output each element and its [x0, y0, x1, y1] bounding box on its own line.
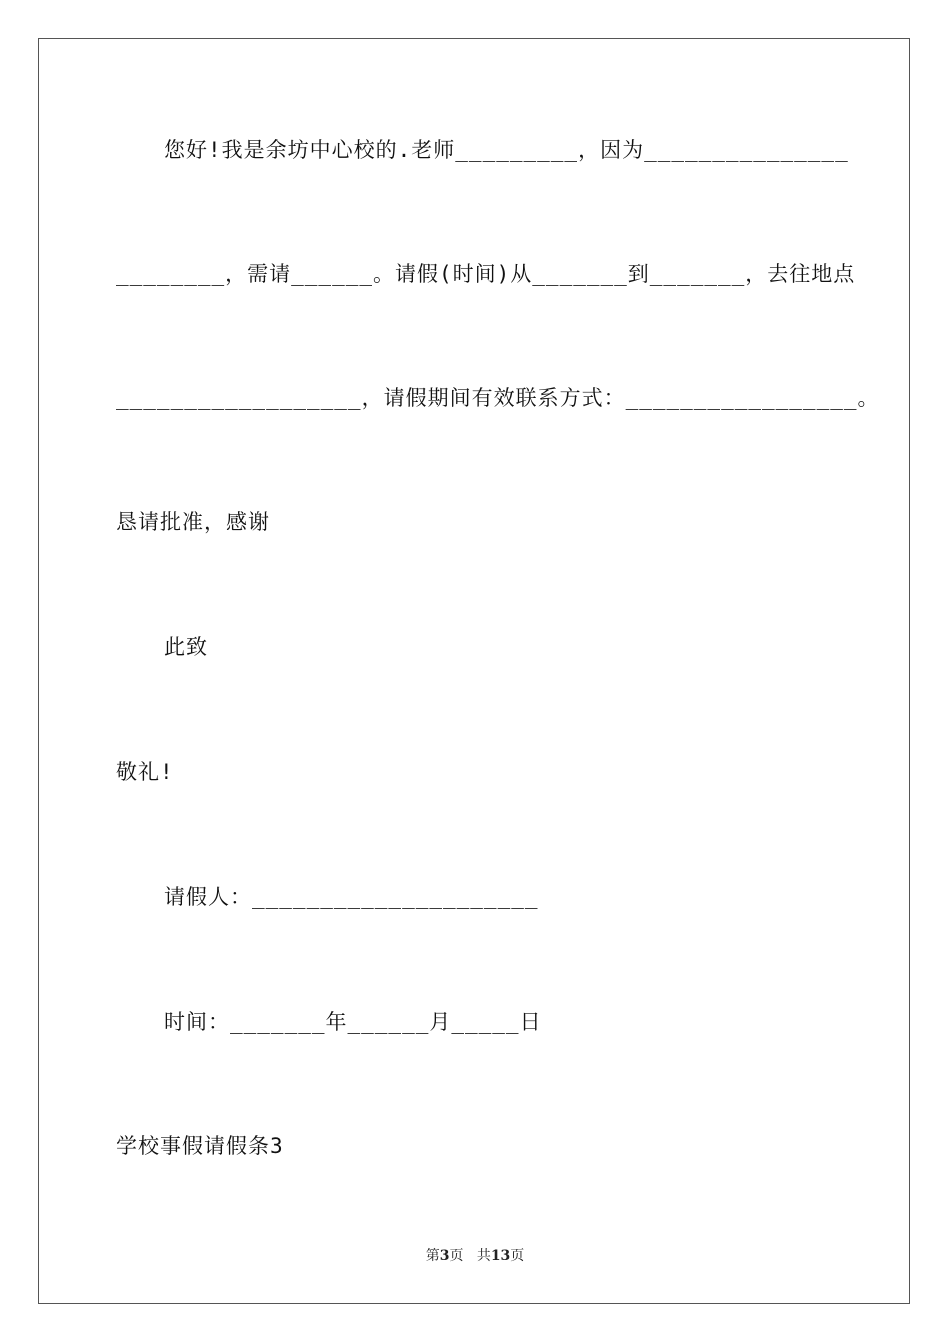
- letter-line-greeting: 您好!我是余坊中心校的.老师_________，因为_______________: [164, 138, 849, 162]
- footer-page-number: 3: [439, 1248, 450, 1264]
- letter-line-closing: 此致: [164, 635, 208, 659]
- letter-line-request: 恳请批准，感谢: [116, 510, 270, 534]
- letter-line-date: 时间：_______年______月_____日: [164, 1010, 542, 1034]
- letter-line-salute: 敬礼!: [116, 760, 174, 784]
- letter-line-contact: __________________，请假期间有效联系方式：_________________。: [116, 386, 880, 410]
- letter-line-leave-time: ________，需请______。请假(时间)从_______到_______，去往地点: [116, 262, 856, 286]
- letter-line-applicant: 请假人：_____________________: [164, 885, 539, 909]
- footer-total-pages: 13: [490, 1248, 511, 1264]
- page-border: [38, 38, 910, 1304]
- footer-page-prefix: 第: [425, 1248, 440, 1264]
- page-footer: [0, 1246, 950, 1266]
- footer-page-suffix: 页: [449, 1248, 464, 1264]
- footer-total-suffix: 页: [510, 1248, 525, 1264]
- footer-total-prefix: 共: [476, 1248, 491, 1264]
- section-heading: 学校事假请假条3: [116, 1134, 284, 1158]
